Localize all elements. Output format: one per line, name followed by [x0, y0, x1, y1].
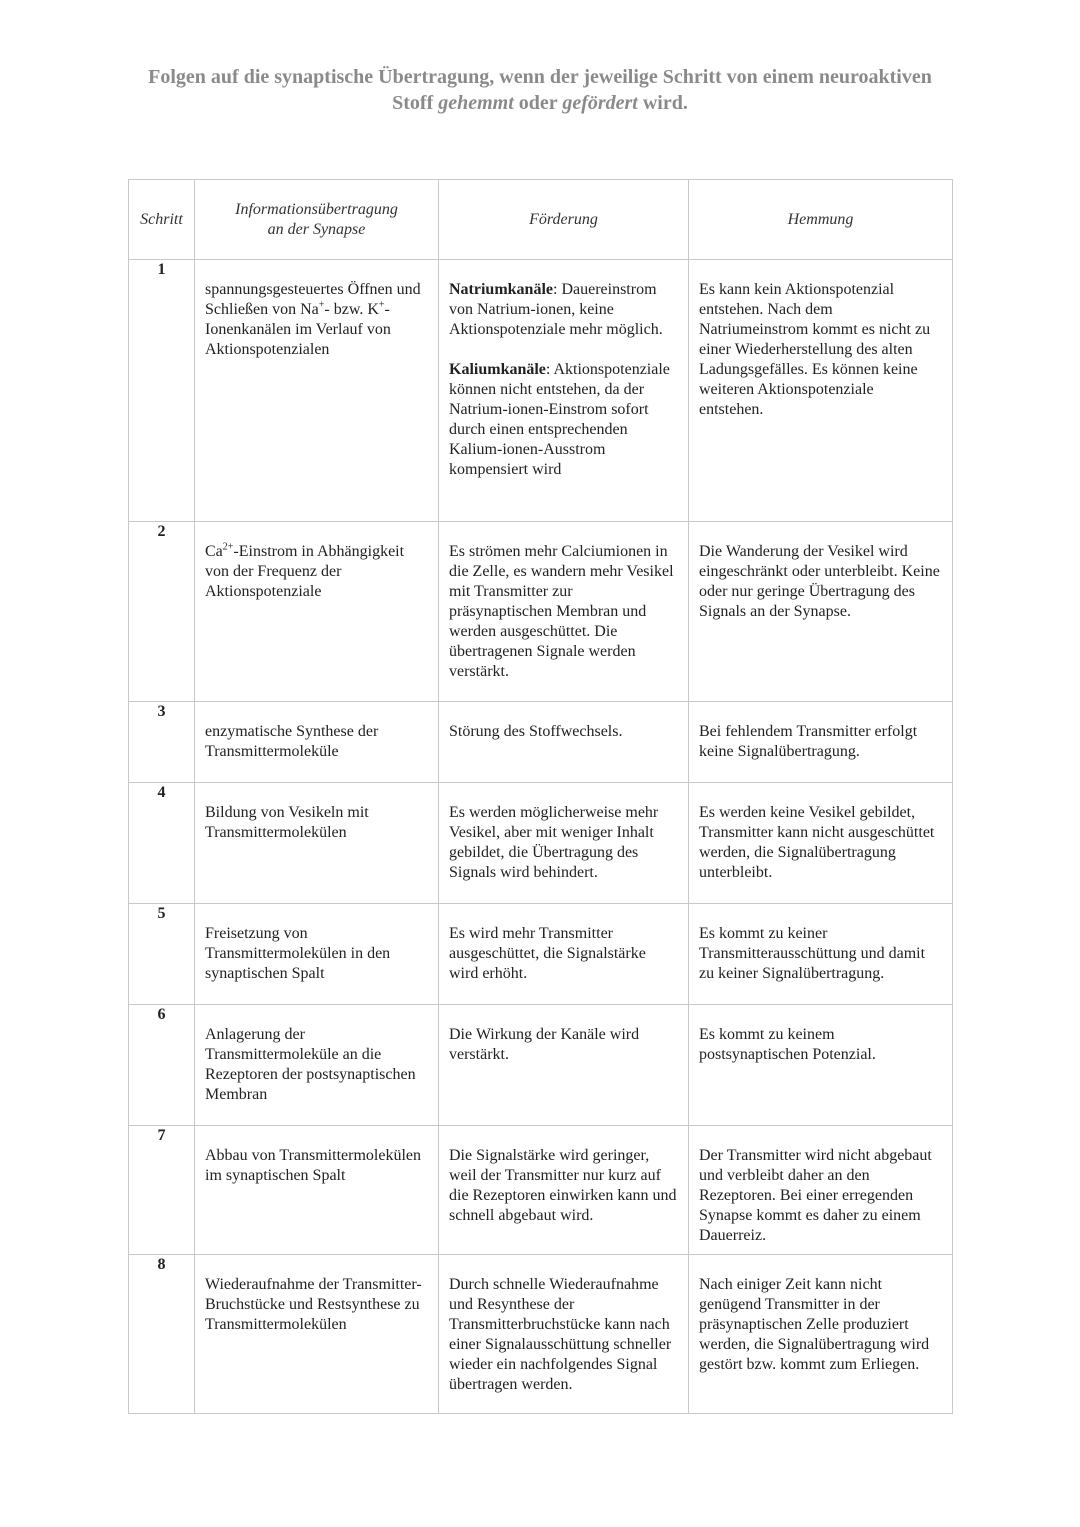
hemmung-cell: Bei fehlendem Transmitter erfolgt keine Signalübertragung. [689, 702, 953, 783]
info-cell: Wiederaufnahme der Transmitter-Bruchstücke und Restsynthese zu Transmittermolekülen [195, 1255, 439, 1414]
foerderung-cell: Störung des Stoffwechsels. [439, 702, 689, 783]
step-number: 3 [129, 702, 195, 783]
foerderung-cell: Es werden möglicherweise mehr Vesikel, aber mit weniger Inhalt gebildet, die Übertragung des Signals wird behindert. [439, 783, 689, 904]
step-number: 4 [129, 783, 195, 904]
table-row [129, 904, 953, 1005]
table-row [129, 1005, 953, 1126]
foerderung-cell: Es strömen mehr Calciumionen in die Zelle, es wandern mehr Vesikel mit Transmitter zur präsynaptischen Membran und werden ausgeschüttet. Die übertragenen Signale werden verstärkt. [439, 522, 689, 702]
table-row [129, 522, 953, 702]
info-cell: Anlagerung der Transmittermoleküle an die Rezeptoren der postsynaptischen Membran [195, 1005, 439, 1126]
info-cell: enzymatische Synthese der Transmittermoleküle [195, 702, 439, 783]
hemmung-cell: Es werden keine Vesikel gebildet, Transmitter kann nicht ausgeschüttet werden, die Signalübertragung unterbleibt. [689, 783, 953, 904]
foerderung-cell: Die Signalstärke wird geringer, weil der Transmitter nur kurz auf die Rezeptoren einwirken kann und schnell abgebaut wird. [439, 1126, 689, 1255]
foerderung-cell: Es wird mehr Transmitter ausgeschüttet, die Signalstärke wird erhöht. [439, 904, 689, 1005]
hemmung-cell: Der Transmitter wird nicht abgebaut und verbleibt daher an den Rezeptoren. Bei einer erregenden Synapse kommt es daher zu einem Dauerreiz. [689, 1126, 953, 1255]
info-cell: Bildung von Vesikeln mit Transmittermolekülen [195, 783, 439, 904]
hemmung-cell: Es kommt zu keiner Transmitterausschüttung und damit zu keiner Signalübertragung. [689, 904, 953, 1005]
hemmung-cell: Nach einiger Zeit kann nicht genügend Transmitter in der präsynaptischen Zelle produziert werden, die Signalübertragung wird gestört bzw. kommt zum Erliegen. [689, 1255, 953, 1414]
header-step: Schritt [129, 180, 195, 260]
foerderung-cell: Die Wirkung der Kanäle wird verstärkt. [439, 1005, 689, 1126]
table-row [129, 1255, 953, 1414]
hemmung-cell: Es kann kein Aktionspotenzial entstehen. Nach dem Natriumeinstrom kommt es nicht zu einer Wiederherstellung des alten Ladungsgefälles. Es können keine weiteren Aktionspotenziale entstehen. [689, 260, 953, 522]
step-number: 5 [129, 904, 195, 1005]
foerderung-cell: Natriumkanäle: Dauereinstrom von Natrium-ionen, keine Aktionspotenziale mehr möglich. Kaliumkanäle: Aktionspotenziale können nicht entstehen, da der Natrium-ionen-Einstrom sofort durch einen entsprechenden Kalium-ionen-Ausstrom kompensiert wird [439, 260, 689, 522]
step-number: 8 [129, 1255, 195, 1414]
header-hemmung: Hemmung [689, 180, 953, 260]
info-cell: Freisetzung von Transmittermolekülen in den synaptischen Spalt [195, 904, 439, 1005]
header-info: Informationsübertragung an der Synapse [195, 180, 439, 260]
table-row [129, 702, 953, 783]
synapse-table [128, 179, 953, 1414]
header-foerderung: Förderung [439, 180, 689, 260]
table-row [129, 1126, 953, 1255]
step-number: 1 [129, 260, 195, 522]
page-title: Folgen auf die synaptische Übertragung, wenn der jeweilige Schritt von einem neuroaktiven Stoff gehemmt oder gefördert wird. [148, 66, 932, 114]
info-cell: Abbau von Transmittermolekülen im synaptischen Spalt [195, 1126, 439, 1255]
info-cell: $Ca^{2+}$-Einstrom in Abhängigkeit von der Frequenz der Aktionspotenziale [195, 522, 439, 702]
table-row [129, 783, 953, 904]
step-number: 7 [129, 1126, 195, 1255]
table-header-row [129, 180, 953, 260]
hemmung-cell: Es kommt zu keinem postsynaptischen Potenzial. [689, 1005, 953, 1126]
table-row [129, 260, 953, 522]
step-number: 6 [129, 1005, 195, 1126]
step-number: 2 [129, 522, 195, 702]
info-cell: spannungsgesteuertes Öffnen und Schließen von Na+- bzw. K+-Ionenkanälen im Verlauf von Aktionspotenzialen [195, 260, 439, 522]
foerderung-cell: Durch schnelle Wiederaufnahme und Resynthese der Transmitterbruchstücke kann nach einer Signalausschüttung schneller wieder ein nachfolgendes Signal übertragen werden. [439, 1255, 689, 1414]
hemmung-cell: Die Wanderung der Vesikel wird eingeschränkt oder unterbleibt. Keine oder nur geringe Übertragung des Signals an der Synapse. [689, 522, 953, 702]
